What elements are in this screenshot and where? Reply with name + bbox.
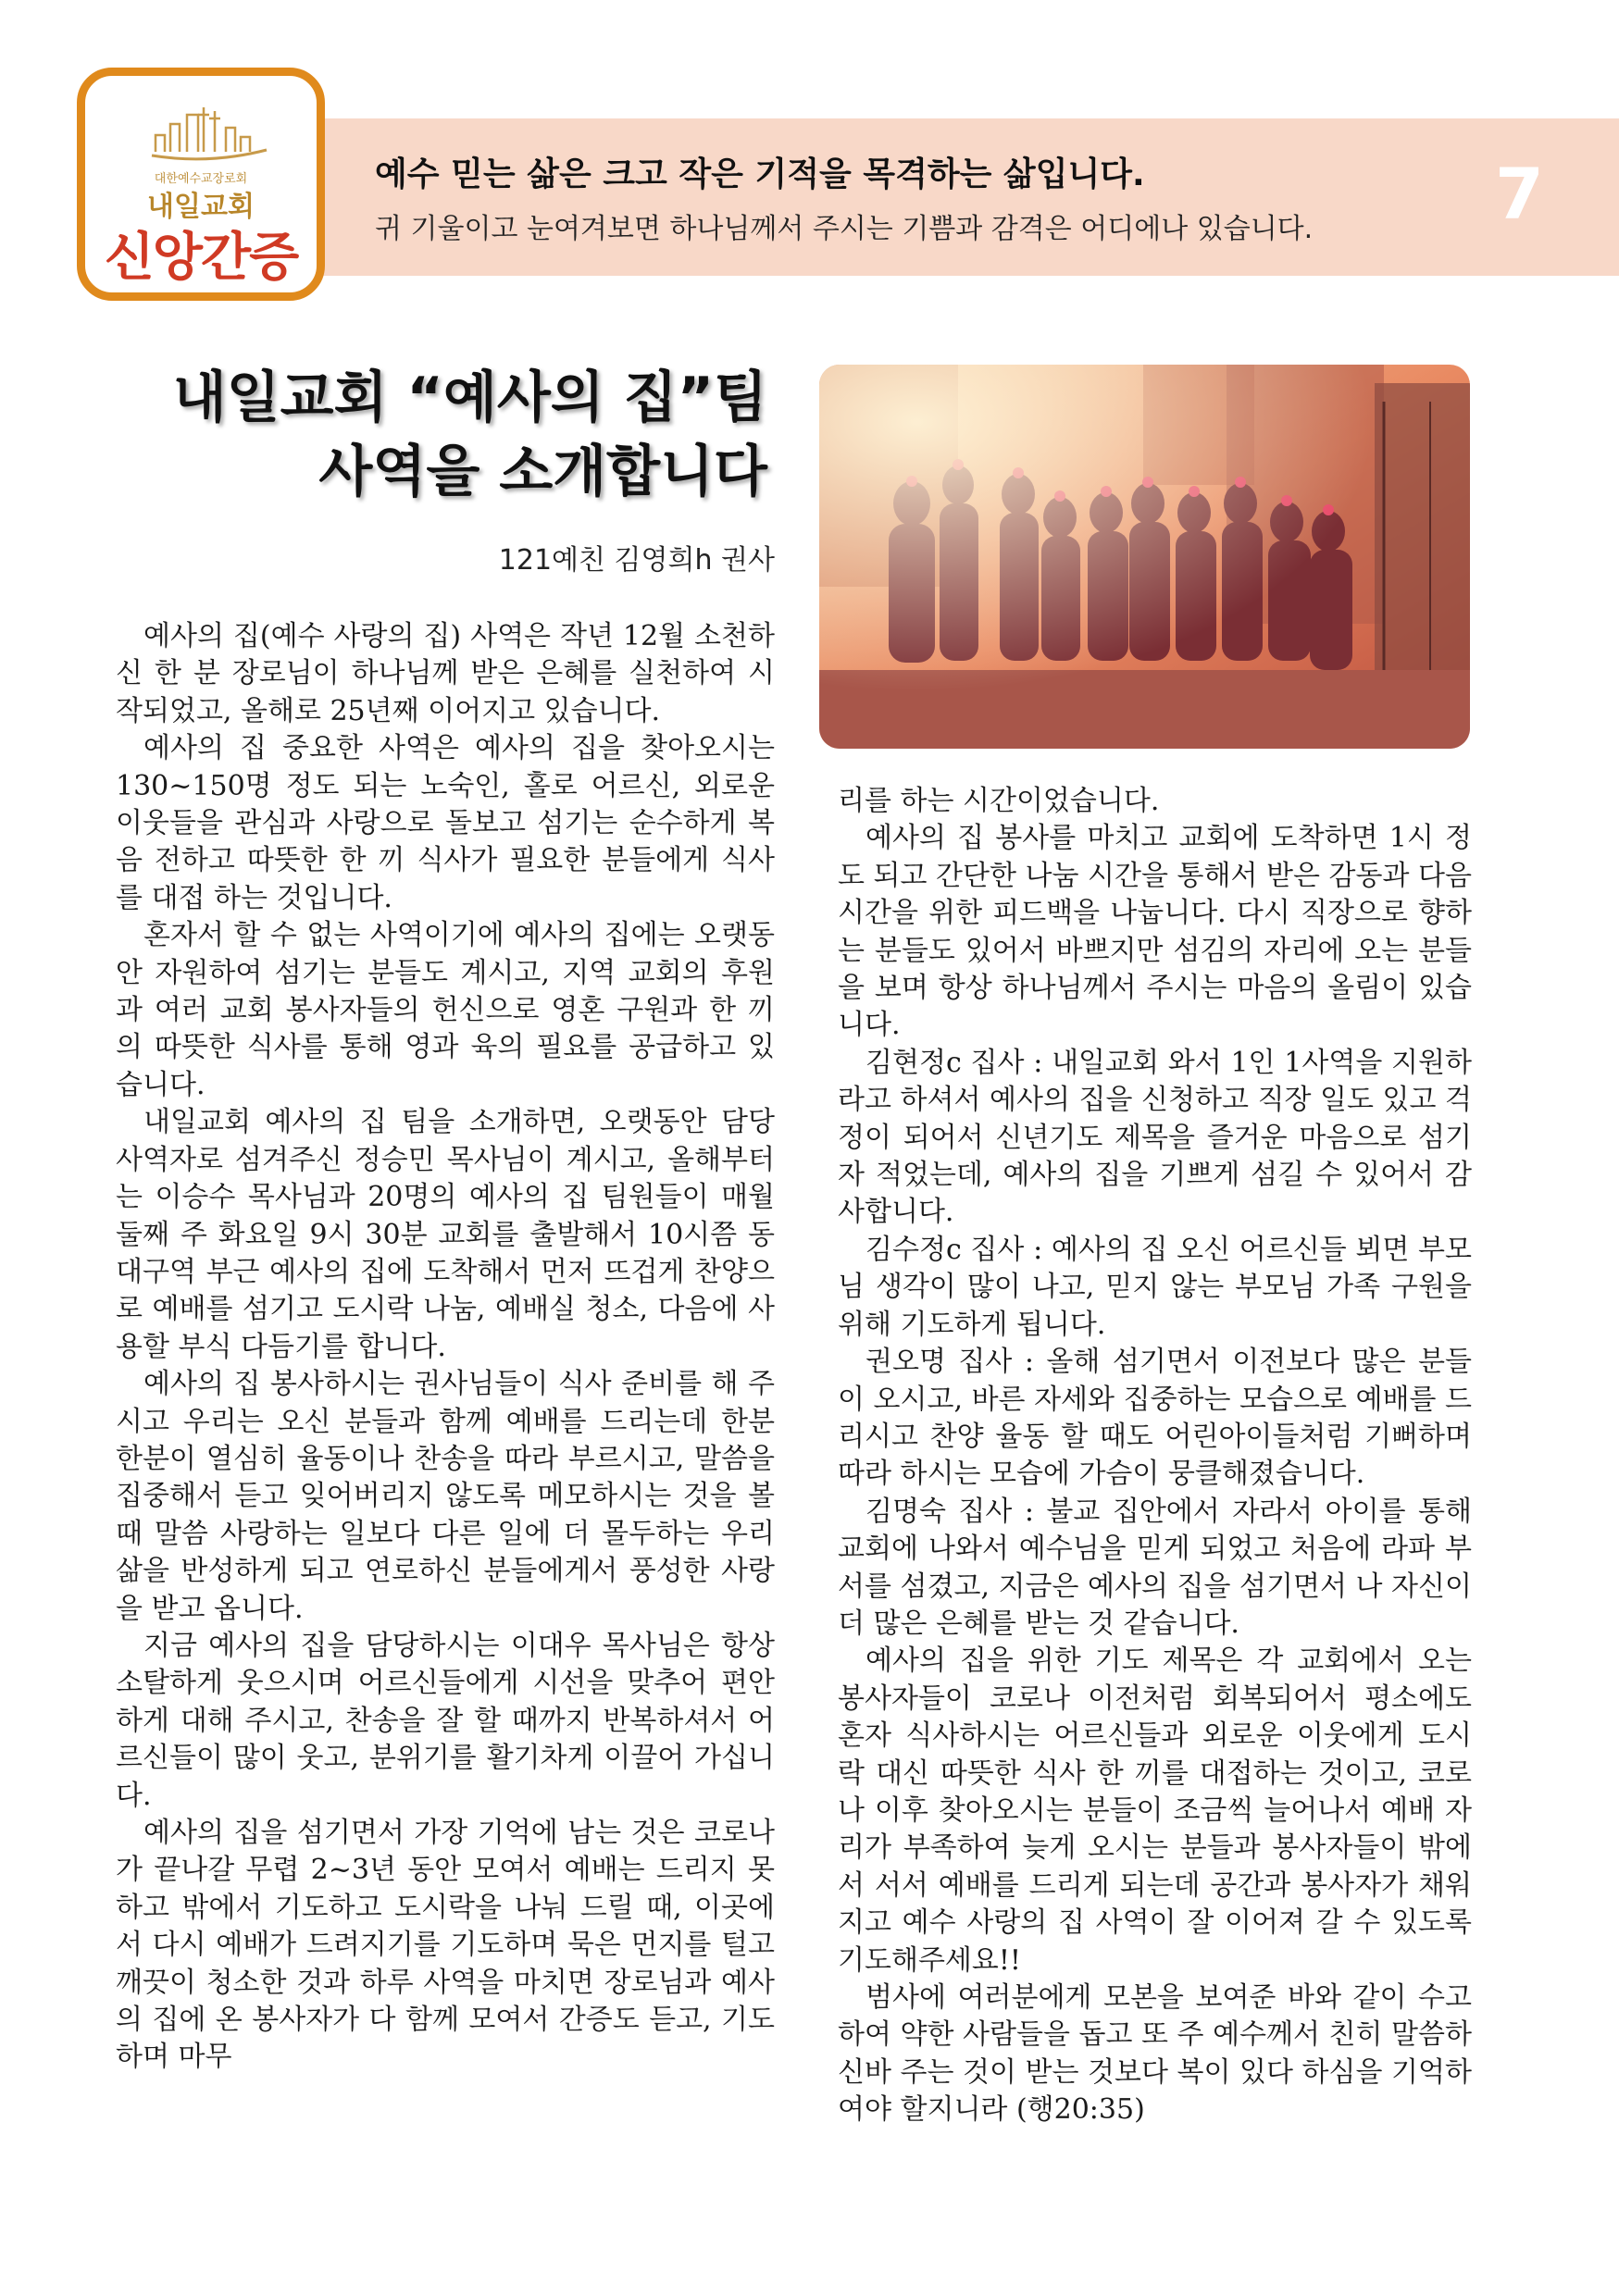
article-title-line-1: 내일교회 “예사의 집”팀	[172, 366, 767, 430]
group-photo-icon	[819, 365, 1470, 749]
paragraph: 예사의 집 중요한 사역은 예사의 집을 찾아오시는 130~150명 정도 되는 노숙인, 홀로 어르신, 외로운 이웃들을 관심과 사랑으로 돌보고 섬기는 순수하게 복음 전하고 따뜻한 한 끼 식사가 필요한 분들에게 식사를 대접 하는 것입니다.	[116, 732, 775, 914]
section-title: 신앙간증	[104, 228, 298, 288]
article-title	[173, 361, 767, 509]
testimony-paragraph: 김현정c 집사 : 내일교회 와서 1인 1사역을 지원하라고 하셔서 예사의 집을 신청하고 직장 일도 있고 걱정이 되어서 신년기도 제목을 즐거운 마음으로 섬기자 적었는데, 예사의 집을 기쁘게 섬길 수 있어서 감사합니다.	[838, 1046, 1472, 1229]
paragraph: 혼자서 할 수 없는 사역이기에 예사의 집에는 오랫동안 자원하여 섬기는 분들도 계시고, 지역 교회의 후원과 여러 교회 봉사자들의 헌신으로 영혼 구원과 한 끼의 따뜻한 식사를 통해 영과 육의 필요를 공급하고 있습니다.	[116, 919, 775, 1101]
section-logo	[77, 68, 325, 301]
paragraph: 내일교회 예사의 집 팀을 소개하면, 오랫동안 담당 사역자로 섬겨주신 정승민 목사님이 계시고, 올해부터는 이승수 목사님과 20명의 예사의 집 팀원들이 매월 둘째 주 화요일 9시 30분 교회를 출발해서 10시쯤 동대구역 부근 예사의 집에 도착해서 먼저 뜨겁게 찬양으로 예배를 섬기고 도시락 나눔, 예배실 청소, 다음에 사용할 부식 다듬기를 합니다.	[116, 1106, 775, 1363]
paragraph: 예사의 집(예수 사랑의 집) 사역은 작년 12월 소천하신 한 분 장로님이 하나님께 받은 은혜를 실천하여 시작되었고, 올해로 25년째 이어지고 있습니다.	[116, 620, 775, 727]
article-byline: 121예친 김영희h 권사	[498, 544, 775, 577]
testimony-paragraph: 김수정c 집사 : 예사의 집 오신 어르신들 뵈면 부모님 생각이 많이 나고, 믿지 않는 부모님 가족 구원을 위해 기도하게 됩니다.	[838, 1233, 1472, 1341]
article-body-left	[116, 618, 775, 2077]
testimony-paragraph: 권오명 집사 : 올해 섬기면서 이전보다 많은 분들이 오시고, 바른 자세와 집중하는 모습으로 예배를 드리시고 찬양 율동 할 때도 어린아이들처럼 기뻐하며 따라 하시는 모습에 가슴이 뭉클해졌습니다.	[838, 1346, 1472, 1491]
paragraph-continued: 리를 하는 시간이었습니다.	[838, 785, 1160, 817]
church-skyline-icon	[150, 104, 268, 161]
prayer-paragraph: 예사의 집을 위한 기도 제목은 각 교회에서 오는 봉사자들이 코로나 이전처럼 회복되어서 평소에도 혼자 식사하시는 어르신들과 외로운 이웃에게 도시락 대신 따뜻한 식사 한 끼를 대접하는 것이고, 코로나 이후 찾아오시는 분들이 조금씩 늘어나서 예배 자리가 부족하여 늦게 오시는 분들과 봉사자들이 밖에서 서서 예배를 드리게 되는데 공간과 봉사자가 채워지고 예수 사랑의 집 사역이 잘 이어져 갈 수 있도록 기도해주세요!!	[838, 1644, 1472, 1977]
header-subline: 귀 기울이고 눈여겨보면 하나님께서 주시는 기쁨과 감격은 어디에나 있습니다.	[375, 213, 1314, 245]
header-headline: 예수 믿는 삶은 크고 작은 기적을 목격하는 삶입니다.	[375, 155, 1145, 193]
group-photo	[819, 365, 1470, 749]
logo-denomination: 대한예수교장로회	[154, 172, 248, 186]
paragraph: 예사의 집을 섬기면서 가장 기억에 남는 것은 코로나가 끝나갈 무렵 2~3년 동안 모여서 예배는 드리지 못하고 밖에서 기도하고 도시락을 나눠 드릴 때, 이곳에서 다시 예배가 드려지기를 기도하며 묵은 먼지를 털고 깨끗이 청소한 것과 하루 사역을 마치면 장로님과 예사의 집에 온 봉사자가 다 함께 모여서 간증도 듣고, 기도하며 마무	[116, 1817, 775, 2074]
paragraph: 예사의 집 봉사를 마치고 교회에 도착하면 1시 정도 되고 간단한 나눔 시간을 통해서 받은 감동과 다음 시간을 위한 피드백을 나눕니다. 다시 직장으로 향하는 분들도 있어서 바쁘지만 섬김의 자리에 오는 분들을 보며 항상 하나님께서 주시는 마음의 올림이 있습니다.	[838, 822, 1472, 1042]
paragraph: 지금 예사의 집을 담당하시는 이대우 목사님은 항상 소탈하게 웃으시며 어르신들에게 시선을 맞추어 편안하게 대해 주시고, 찬송을 잘 할 때까지 반복하셔서 어르신들이 많이 웃고, 분위기를 활기차게 이끌어 가십니다.	[116, 1629, 775, 1812]
paragraph: 예사의 집 봉사하시는 권사님들이 식사 준비를 해 주시고 우리는 오신 분들과 함께 예배를 드리는데 한분 한분이 열심히 율동이나 찬송을 따라 부르시고, 말씀을 집중해서 듣고 잊어버리지 않도록 메모하시는 것을 볼 때 말씀 사랑하는 일보다 다른 일에 더 몰두하는 우리 삶을 반성하게 되고 연로하신 분들에게서 풍성한 사랑을 받고 옵니다.	[116, 1368, 775, 1625]
page-number: 7	[1495, 153, 1544, 235]
scripture-quote: 범사에 여러분에게 모본을 보여준 바와 같이 수고하여 약한 사람들을 돕고 또 주 예수께서 친히 말씀하신바 주는 것이 받는 것보다 복이 있다 하심을 기억하여야 할지니라 (행20:35)	[838, 1981, 1472, 2127]
logo-church-name: 내일교회	[147, 191, 255, 223]
header-band	[315, 118, 1619, 276]
testimony-paragraph: 김명숙 집사 : 불교 집안에서 자라서 아이를 통해 교회에 나와서 예수님을 믿게 되었고 처음에 라파 부서를 섬겼고, 지금은 예사의 집을 섬기면서 나 자신이 더 많은 은혜를 받는 것 같습니다.	[838, 1495, 1472, 1640]
article-body-right	[838, 783, 1472, 2129]
article-title-line-2: 사역을 소개합니다	[318, 440, 767, 504]
